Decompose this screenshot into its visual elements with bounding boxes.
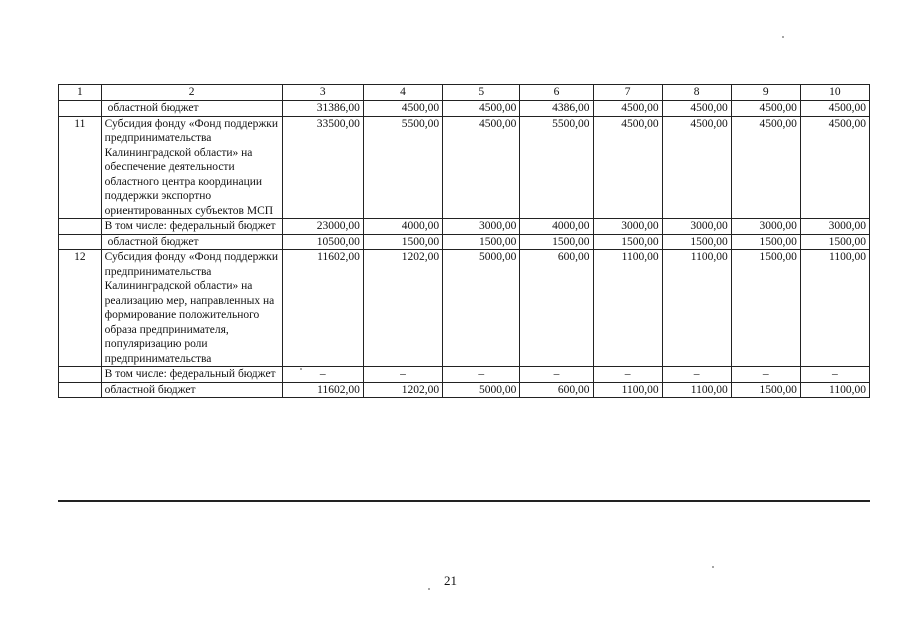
value-cell: 4500,00: [363, 101, 442, 117]
value-cell: 3000,00: [443, 219, 520, 235]
header-cell: 8: [662, 85, 731, 101]
header-cell: 4: [363, 85, 442, 101]
value-cell: 11602,00: [282, 250, 363, 367]
row-number-cell: [59, 101, 102, 117]
value-cell: 1500,00: [731, 382, 800, 398]
value-cell: 33500,00: [282, 116, 363, 219]
value-cell: 5500,00: [520, 116, 593, 219]
header-cell: 3: [282, 85, 363, 101]
value-cell: 4500,00: [731, 116, 800, 219]
table-bottom-rule: [58, 500, 870, 502]
row-name-cell: Субсидия фонду «Фонд поддержки предпринимательства Калининградской области» на реализацию мер, направленных на формирование положительного образа предпринимателя, популяризацию роли предпринимательства: [101, 250, 282, 367]
header-cell: 10: [800, 85, 869, 101]
header-row: [59, 85, 870, 101]
value-cell: 5000,00: [443, 382, 520, 398]
value-cell: 23000,00: [282, 219, 363, 235]
value-cell: 4000,00: [363, 219, 442, 235]
row-number-cell: 12: [59, 250, 102, 367]
value-cell: –: [662, 367, 731, 383]
value-cell: –: [282, 367, 363, 383]
table-row: [59, 116, 870, 219]
value-cell: 3000,00: [731, 219, 800, 235]
value-cell: 1500,00: [731, 250, 800, 367]
scan-speck: [782, 36, 784, 38]
table-row: [59, 367, 870, 383]
value-cell: 1202,00: [363, 382, 442, 398]
value-cell: 1100,00: [593, 250, 662, 367]
value-cell: 1202,00: [363, 250, 442, 367]
row-number-cell: [59, 367, 102, 383]
scan-speck: [428, 588, 430, 590]
value-cell: 1100,00: [800, 250, 869, 367]
row-name-cell: Субсидия фонду «Фонд поддержки предпринимательства Калининградской области» на обеспечение деятельности областного центра координации поддержки экспортно ориентированных субъектов МСП: [101, 116, 282, 219]
value-cell: 1500,00: [800, 234, 869, 250]
value-cell: 600,00: [520, 250, 593, 367]
row-number-cell: [59, 234, 102, 250]
header-cell: 7: [593, 85, 662, 101]
value-cell: 1500,00: [520, 234, 593, 250]
header-cell: 5: [443, 85, 520, 101]
header-cell: 1: [59, 85, 102, 101]
value-cell: 3000,00: [593, 219, 662, 235]
row-number-cell: [59, 382, 102, 398]
row-number-cell: [59, 219, 102, 235]
value-cell: –: [593, 367, 662, 383]
value-cell: 4500,00: [443, 101, 520, 117]
value-cell: –: [520, 367, 593, 383]
row-name-cell: областной бюджет: [101, 382, 282, 398]
page-number: 21: [444, 573, 457, 588]
header-cell: 6: [520, 85, 593, 101]
row-name-cell: В том числе: федеральный бюджет: [101, 219, 282, 235]
value-cell: 1500,00: [363, 234, 442, 250]
value-cell: 4500,00: [800, 101, 869, 117]
value-cell: 1100,00: [662, 250, 731, 367]
value-cell: 1500,00: [731, 234, 800, 250]
value-cell: 3000,00: [800, 219, 869, 235]
value-cell: 4500,00: [800, 116, 869, 219]
row-name-cell: областной бюджет: [101, 101, 282, 117]
scan-speck: [712, 566, 714, 568]
scan-speck: [300, 368, 302, 370]
value-cell: 4500,00: [593, 116, 662, 219]
value-cell: 4500,00: [593, 101, 662, 117]
value-cell: 1500,00: [662, 234, 731, 250]
value-cell: 3000,00: [662, 219, 731, 235]
value-cell: 31386,00: [282, 101, 363, 117]
value-cell: 1500,00: [443, 234, 520, 250]
table-row: [59, 382, 870, 398]
row-number-cell: 11: [59, 116, 102, 219]
budget-table: [58, 84, 870, 398]
table-body: [59, 85, 870, 398]
value-cell: 1100,00: [593, 382, 662, 398]
value-cell: 10500,00: [282, 234, 363, 250]
value-cell: 4386,00: [520, 101, 593, 117]
header-cell: 9: [731, 85, 800, 101]
table-row: [59, 101, 870, 117]
value-cell: 4500,00: [731, 101, 800, 117]
value-cell: 11602,00: [282, 382, 363, 398]
value-cell: 1100,00: [662, 382, 731, 398]
row-name-cell: В том числе: федеральный бюджет: [101, 367, 282, 383]
header-cell: 2: [101, 85, 282, 101]
value-cell: 600,00: [520, 382, 593, 398]
value-cell: 4500,00: [662, 101, 731, 117]
value-cell: 4500,00: [662, 116, 731, 219]
value-cell: 4500,00: [443, 116, 520, 219]
table-row: [59, 234, 870, 250]
value-cell: 5000,00: [443, 250, 520, 367]
value-cell: 1100,00: [800, 382, 869, 398]
table-row: [59, 219, 870, 235]
value-cell: 4000,00: [520, 219, 593, 235]
value-cell: 5500,00: [363, 116, 442, 219]
value-cell: 1500,00: [593, 234, 662, 250]
table-row: [59, 250, 870, 367]
value-cell: –: [731, 367, 800, 383]
value-cell: –: [363, 367, 442, 383]
value-cell: –: [800, 367, 869, 383]
row-name-cell: областной бюджет: [101, 234, 282, 250]
value-cell: –: [443, 367, 520, 383]
